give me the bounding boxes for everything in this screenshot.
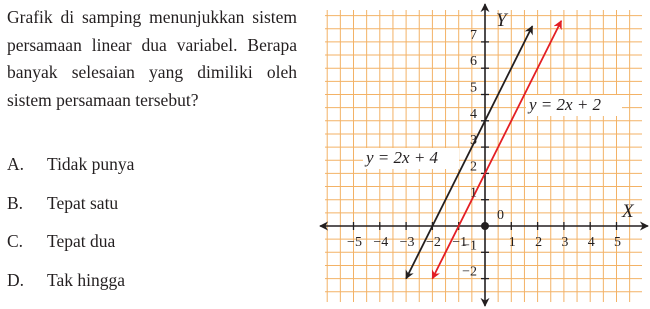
y-tick-label: 6 [470, 54, 477, 70]
x-tick-label: −5 [347, 235, 362, 250]
option-letter: D. [7, 270, 25, 291]
option-letter: C. [7, 231, 24, 252]
answer-options [7, 151, 134, 306]
option-text: Tepat satu [47, 192, 119, 213]
question-block [7, 4, 297, 114]
option-letter: B. [7, 192, 24, 213]
option-d[interactable] [7, 267, 134, 306]
option-text: Tepat dua [47, 231, 116, 252]
y-tick-label: 5 [470, 80, 477, 96]
option-letter: A. [7, 154, 25, 174]
x-tick-label: 5 [614, 235, 621, 250]
x-tick-label: −3 [399, 235, 415, 250]
option-text: Tidak punya [47, 154, 135, 174]
y-tick-label: 7 [470, 27, 477, 43]
origin-label: 0 [497, 208, 504, 223]
x-tick-label: 3 [561, 235, 569, 250]
y-tick-label: −2 [462, 264, 477, 280]
y-tick-label: 1 [470, 185, 477, 201]
y-tick-label: −1 [462, 238, 477, 254]
x-tick-label: −2 [425, 235, 441, 250]
x-tick-label: 2 [535, 235, 543, 250]
series-label-1: y = 2x + 4 [366, 148, 439, 167]
y-tick-label: 3 [470, 133, 477, 149]
series-label-2: y = 2x + 2 [529, 95, 602, 114]
x-tick-label: 1 [508, 235, 516, 250]
line-graph [318, 0, 650, 309]
y-tick-label: 2 [470, 159, 477, 175]
option-text: Tak hingga [47, 270, 125, 291]
x-tick-label: −4 [373, 235, 389, 250]
y-tick-label: 4 [470, 106, 477, 122]
x-tick-label: −1 [452, 235, 468, 250]
y-axis-label: Y [496, 10, 507, 31]
option-a[interactable] [7, 151, 134, 190]
question-text: Grafik di samping menunjukkan sistem persamaan linear dua variabel. Berapa banyak selesaian yang dimiliki oleh sistem persamaan tersebut? [7, 7, 297, 110]
origin-dot [481, 222, 489, 230]
option-b[interactable] [7, 190, 134, 229]
x-tick-label: 4 [587, 235, 595, 250]
option-c[interactable] [7, 228, 134, 267]
x-axis-label: X [622, 201, 634, 222]
